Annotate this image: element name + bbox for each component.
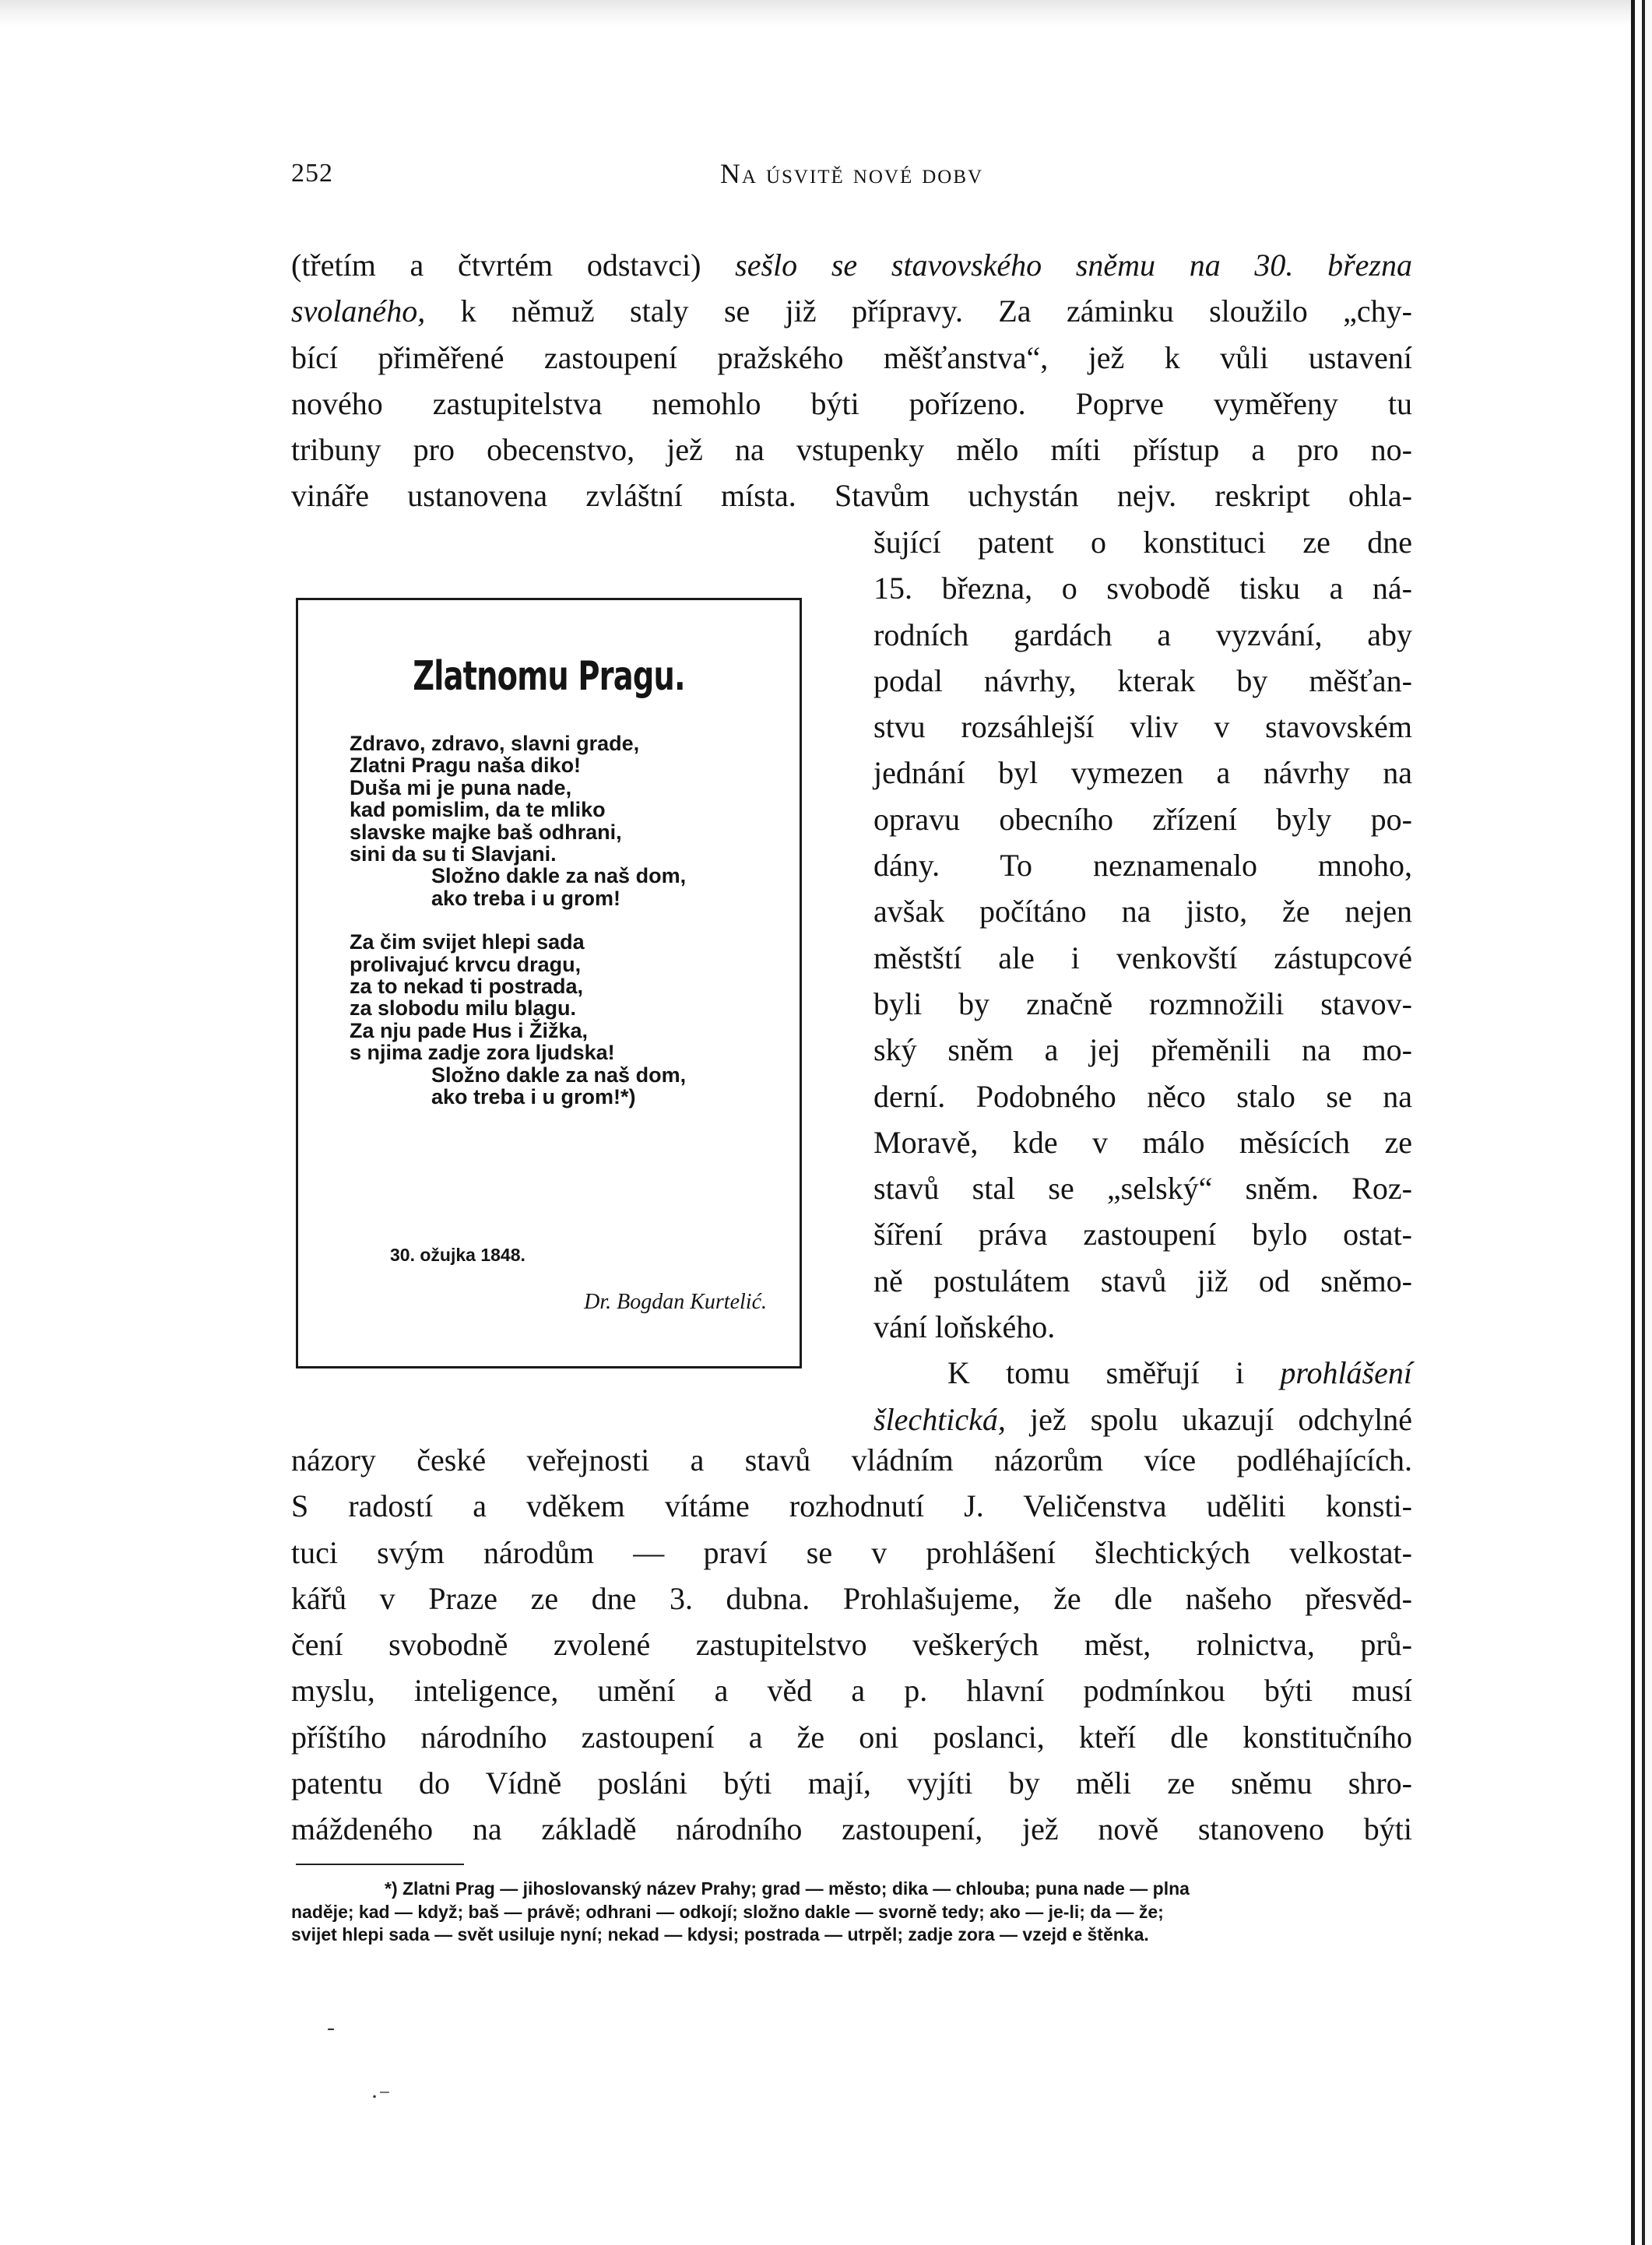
- poem-refrain-line: ako treba i u grom!: [431, 886, 621, 910]
- body-line: patentu do Vídně posláni býti mají, vyjíti by měli ze sněmu shro-: [291, 1765, 1412, 1801]
- page-number: 252: [291, 159, 333, 188]
- body-line: podal návrhy, kterak by měšťan-: [873, 662, 1412, 698]
- poem-stanza: [350, 733, 786, 909]
- body-line: K tomu směřují i prohlášení: [947, 1355, 1412, 1391]
- poem-line: za to nekad ti postrada,: [350, 975, 584, 999]
- poem-line: s njima zadje zora ljudska!: [350, 1041, 615, 1065]
- running-head-title: Na úsvitě nové dobv: [719, 158, 984, 189]
- body-line: ský sněm a jej přeměnili na mo-: [873, 1032, 1412, 1068]
- poem-line: kad pomislim, da te mliko: [350, 798, 606, 822]
- poem-box: [296, 598, 802, 1368]
- body-line: ně postulátem stavů již od sněmo-: [873, 1263, 1412, 1298]
- body-line: byli by značně rozmnožili stavov-: [873, 985, 1412, 1021]
- body-text-column: [873, 519, 1412, 1442]
- body-line: čení svobodně zvolené zastupitelstvo veškerých měst, rolnictva, prů-: [291, 1627, 1412, 1663]
- body-line: vání loňského.: [873, 1309, 1056, 1345]
- poem-refrain-line: Složno dakle za naš dom,: [431, 864, 687, 888]
- body-line: derní. Podobného něco stalo se na: [873, 1078, 1412, 1114]
- body-line: jednání byl vymezen a návrhy na: [873, 755, 1412, 791]
- body-line: stvu rozsáhlejší vliv v stavovském: [873, 709, 1412, 745]
- footnote-line: svijet hlepi sada — svět usiluje nyní; nekad — kdysi; postrada — utrpěl; zadje zora — vzejd e štěnka.: [291, 1924, 1149, 1945]
- body-line: avšak počítáno na jisto, že nejen: [873, 894, 1412, 929]
- poem-line: Za nju pade Hus i Žižka,: [350, 1018, 589, 1042]
- body-line: svolaného, k němuž staly se již přípravy. Za záminku sloužilo „chy-: [291, 293, 1412, 329]
- body-line: (třetím a čtvrtém odstavci) sešlo se stavovského sněmu na 30. března: [291, 248, 1413, 283]
- body-line: rodních gardách a vyzvání, aby: [873, 617, 1412, 652]
- poem-stanza: [350, 931, 786, 1108]
- poem-author: Dr. Bogdan Kurtelić.: [584, 1290, 767, 1314]
- body-line: stavů stal se „selský“ sněm. Roz-: [873, 1171, 1412, 1207]
- poem-date: 30. ožujka 1848.: [390, 1245, 525, 1265]
- body-line: opravu obecního zřízení byly po-: [873, 801, 1412, 837]
- poem-line: Za čim svijet hlepi sada: [350, 930, 585, 954]
- body-line: tuci svým národům — praví se v prohlášení šlechtických velkostat-: [291, 1534, 1412, 1570]
- poem-line: Zlatni Pragu naša diko!: [350, 754, 582, 778]
- poem-line: Zdravo, zdravo, slavni grade,: [350, 732, 640, 755]
- poem-body: [350, 733, 786, 1130]
- body-line: bící přiměřené zastoupení pražského měšťanstva“, jež k vůli ustavení: [291, 339, 1412, 375]
- scan-top-shadow: [0, 0, 1631, 26]
- running-head: [291, 154, 1412, 193]
- body-line: šující patent o konstituci ze dne: [873, 525, 1412, 560]
- body-line: Moravě, kde v málo měsících ze: [873, 1124, 1412, 1160]
- body-line: S radostí a vděkem vítáme rozhodnutí J. Veličenstva uděliti konsti-: [291, 1488, 1412, 1524]
- body-line: nového zastupitelstva nemohlo býti pořízeno. Poprve vyměřeny tu: [291, 385, 1412, 421]
- body-line: 15. března, o svobodě tisku a ná-: [873, 571, 1412, 606]
- scan-speck: ‐: [327, 2015, 335, 2040]
- body-line: šlechtická, jež spolu ukazují odchylné: [873, 1401, 1412, 1437]
- scan-right-edge: [1631, 0, 1652, 2245]
- body-line: máždeného na základě národního zastoupení, jež nově stanoveno býti: [291, 1811, 1412, 1847]
- body-line: tribuny pro obecenstvo, jež na vstupenky mělo míti přístup a pro no-: [291, 432, 1412, 468]
- body-line: kářů v Praze ze dne 3. dubna. Prohlašujeme, že dle našeho přesvěd-: [291, 1580, 1412, 1616]
- body-line: vináře ustanovena zvláštní místa. Stavům uchystán nejv. reskript ohla-: [291, 478, 1412, 514]
- footnotes: [291, 1878, 1412, 1947]
- footnote-line: naděje; kad — když; baš — právě; odhrani — odkojí; složno dakle — svorně tedy; ako — je-li; da — že;: [291, 1901, 1164, 1922]
- poem-refrain-line: ako treba i u grom!*): [431, 1085, 636, 1109]
- poem-line: slavske majke baš odhrani,: [350, 820, 622, 844]
- body-line: názory české veřejnosti a stavů vládním názorům více podléhajících.: [291, 1442, 1412, 1477]
- poem-line: Duša mi je puna nade,: [350, 775, 572, 799]
- poem-title: Zlatnomu Pragu.: [413, 653, 685, 700]
- poem-line: za slobodu milu blagu.: [350, 996, 577, 1021]
- body-line: šíření práva zastoupení bylo ostat-: [873, 1217, 1412, 1252]
- poem-line: prolivajuć krvcu dragu,: [350, 952, 582, 976]
- poem-refrain-line: Složno dakle za naš dom,: [431, 1063, 687, 1087]
- body-text-top: [291, 242, 1412, 519]
- poem-line: sini da su ti Slavjani.: [350, 842, 557, 866]
- body-line: městští ale i venkovští zástupcové: [873, 940, 1412, 975]
- body-line: příštího národního zastoupení a že oni poslanci, kteří dle konstitučního: [291, 1719, 1412, 1755]
- body-line: myslu, inteligence, umění a věd a p. hlavní podmínkou býti musí: [291, 1673, 1412, 1709]
- scan-speck: ·⁻: [371, 2084, 391, 2110]
- body-text-bottom: [291, 1437, 1412, 1853]
- footnote-rule: [296, 1864, 464, 1865]
- footnote-line: *) Zlatni Prag — jihoslovanský název Prahy; grad — město; dika — chlouba; puna nade — plna: [385, 1878, 1190, 1899]
- body-line: dány. To neznamenalo mnoho,: [873, 848, 1412, 884]
